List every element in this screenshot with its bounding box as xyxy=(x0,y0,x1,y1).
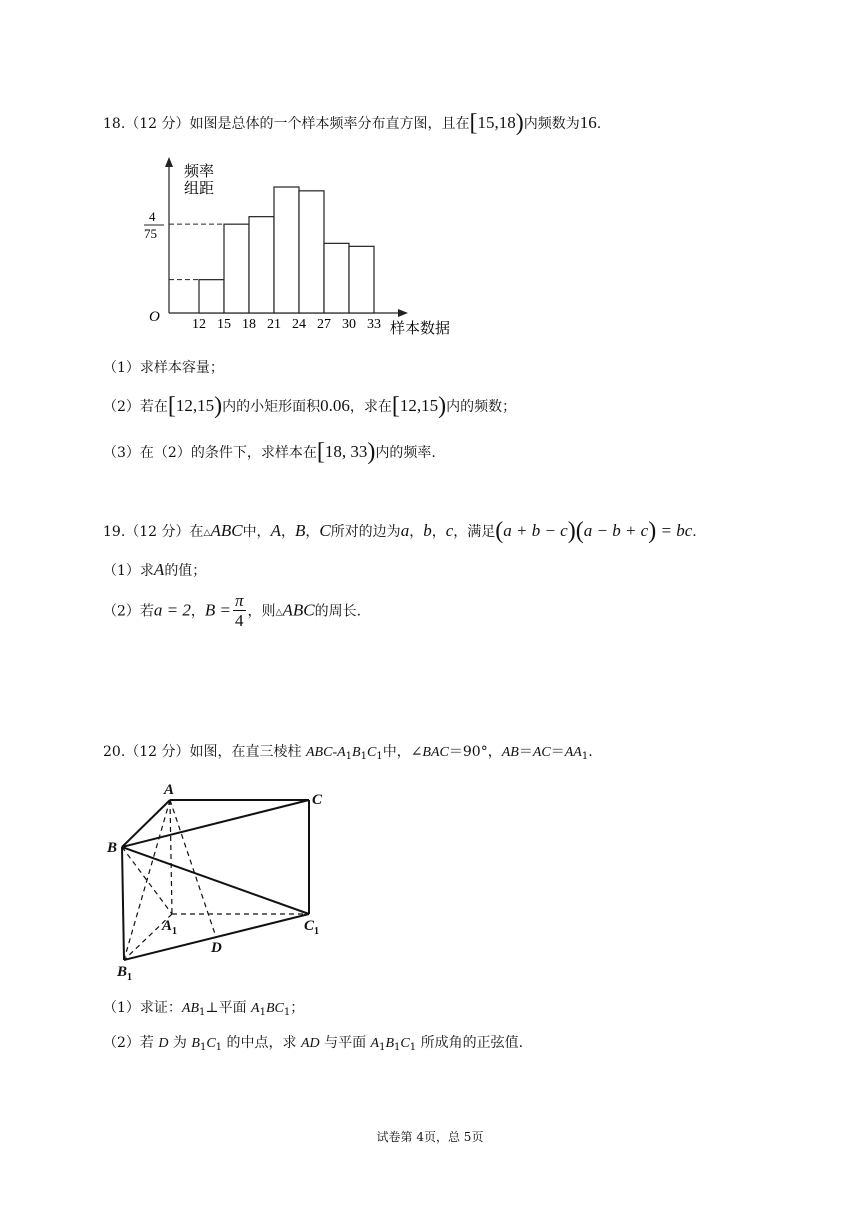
q18-stem-text: 如图是总体的一个样本频率分布直方图，且在 xyxy=(189,116,470,132)
q18-number: 18. xyxy=(103,116,126,132)
histogram-bar xyxy=(274,187,299,313)
label-C: C xyxy=(312,792,323,808)
y-label-line1: 频率 xyxy=(184,164,215,180)
q19-score: （12 分） xyxy=(125,524,190,540)
edge-AB1 xyxy=(124,800,170,960)
y-axis-arrow xyxy=(165,157,173,167)
histogram-bar xyxy=(224,224,249,313)
x-tick-label: 33 xyxy=(367,317,381,332)
histogram-bar xyxy=(199,280,224,313)
q19-eq-factor-1: a + b − c xyxy=(503,521,568,540)
q18-part3: （3）在（2）的条件下，求样本在[18, 33)内的频率. xyxy=(103,439,436,465)
q18-p3-interval: 18, 33 xyxy=(324,442,368,461)
y-label-line2: 组距 xyxy=(184,181,215,197)
x-tick-label: 21 xyxy=(267,317,281,332)
page-footer: 试卷第 4页，总 5页 xyxy=(376,1130,484,1144)
q20-stem: 20.（12 分）如图，在直三棱柱 ABC-$A_1B_1C_1$中，∠BAC＝90°，$AB=AC=AA_1$. xyxy=(103,744,593,762)
x-tick-label: 24 xyxy=(292,317,306,332)
q19-pi-over-4: $\frac{\pi}{4}$ xyxy=(235,591,244,630)
label-A: A xyxy=(164,782,175,798)
edge-AA1 xyxy=(170,800,172,914)
edge-AD xyxy=(170,800,216,937)
prism-figure xyxy=(104,778,354,982)
q19-number: 19. xyxy=(103,524,126,540)
q20-number: 20. xyxy=(103,744,126,760)
edge-BB1 xyxy=(122,847,124,960)
origin-label: O xyxy=(149,309,160,325)
q19-part2: （2）若a = 2，B = $\frac{\pi}{4}$ ，则△ABC的周长. xyxy=(103,591,362,630)
q18-part2: （2）若在[12,15)内的小矩形面积0.06，求在[12,15)内的频数； xyxy=(103,393,517,419)
x-tick-label: 30 xyxy=(342,317,356,332)
label-B1: $B_1$ xyxy=(117,964,133,982)
x-axis-label: 样本数据 xyxy=(390,321,451,337)
label-C1: $C_1$ xyxy=(304,918,320,937)
q18-interval: 15,18 xyxy=(477,113,516,132)
q19-p2-a-value: a = 2 xyxy=(153,600,191,620)
q18-stem-suffix: 内频数为 xyxy=(523,116,580,132)
x-tick-label: 18 xyxy=(242,317,256,332)
histogram-bar xyxy=(324,243,349,313)
x-axis-arrow xyxy=(398,309,408,317)
q20-score: （12 分） xyxy=(125,744,190,760)
y-tick-denominator: 75 xyxy=(144,226,157,241)
q18-score: （12 分） xyxy=(125,116,190,132)
q18-count: 16 xyxy=(579,113,597,132)
q19-stem: 19.（12 分）在△ABC中，A，B，C所对的边为a，b，c，满足(a + b − c)(a − b + c) = bc. xyxy=(103,518,697,544)
x-tick-label: 27 xyxy=(317,317,331,332)
q18-p2-interval-2: 12,15 xyxy=(399,396,439,415)
q18-p2-area: 0.06 xyxy=(320,396,350,415)
q18-part1: （1）求样本容量； xyxy=(103,360,224,376)
q19-part1: （1）求A的值； xyxy=(103,560,207,579)
q20-part2: （2）若 D 为 $B_1C_1$ 的中点，求 AD 与平面 $A_1B_1C_1$ 所成角的正弦值. xyxy=(103,1035,524,1053)
q18-stem: 18.（12 分）如图是总体的一个样本频率分布直方图，且在[15,18)内频数为16. xyxy=(103,110,602,136)
histogram-bar xyxy=(249,217,274,313)
label-A1: $A_1$ xyxy=(162,918,178,937)
x-tick-label: 15 xyxy=(217,317,231,332)
frequency-histogram xyxy=(140,155,480,345)
q19-eq-right: = bc xyxy=(656,521,693,540)
q20-part1: （1）求证：$AB_1\perp$平面 $A_1BC_1$； xyxy=(103,1000,305,1018)
y-tick-numerator: 4 xyxy=(149,209,156,224)
label-B: B xyxy=(107,840,118,856)
histogram-bar xyxy=(299,191,324,313)
q19-eq-factor-2: a − b + c xyxy=(583,521,649,540)
label-D: D xyxy=(211,940,222,956)
histogram-bar xyxy=(349,246,374,313)
edge-BC1 xyxy=(122,847,309,914)
q18-p2-interval: 12,15 xyxy=(175,396,215,415)
x-tick-label: 12 xyxy=(192,317,206,332)
edge-BC xyxy=(122,800,309,847)
